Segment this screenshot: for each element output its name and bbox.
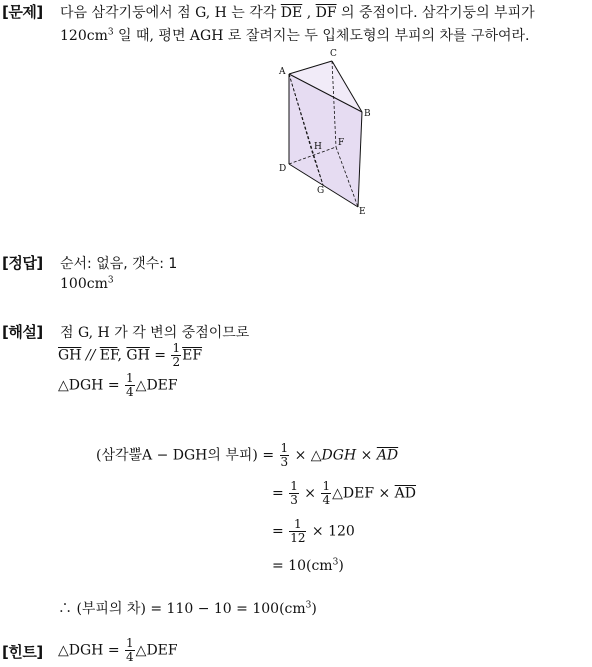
hint-area-dgh: △DGH = xyxy=(58,642,120,659)
problem-label: [문제] xyxy=(2,3,43,21)
answer-exponent: 3 xyxy=(107,275,114,286)
problem-question: 일 때, 평면 AGH 로 잘려지는 두 입체도형의 부피의 차를 구하여라. xyxy=(118,28,530,44)
point-a-label: A xyxy=(279,67,286,77)
pyramid-volume-lhs: (삼각뿔A − DGH의 부피) = xyxy=(96,447,275,464)
problem-line-1 xyxy=(60,2,535,22)
volume-value: 120cm xyxy=(60,28,108,44)
equals: = xyxy=(154,347,167,364)
point-d-label: D xyxy=(279,164,287,174)
problem-text-end: 의 중점이다. 삼각기둥의 부피가 xyxy=(341,5,535,21)
conclusion-exponent: 3 xyxy=(305,600,312,611)
comma: , xyxy=(306,5,312,21)
solution-line-2 xyxy=(58,342,202,369)
segment-ef-text-2: $\overline{EF}$ xyxy=(182,347,203,364)
fraction-half: $\frac{1}{2}$ xyxy=(172,341,181,369)
segment-ef-text: $\overline{EF}$ xyxy=(99,347,118,364)
parallel-symbol: // xyxy=(85,347,96,364)
equation-rhs: × △DGH × xyxy=(294,447,373,464)
point-f-label: F xyxy=(338,138,345,148)
result-close: ) xyxy=(338,558,344,574)
segment-de: $\overline{DE}$ xyxy=(280,5,303,21)
point-h-label: H xyxy=(314,142,322,152)
answer-number: 100cm xyxy=(60,276,108,292)
equation-line-4 xyxy=(272,558,344,574)
volume-exponent: 3 xyxy=(107,27,114,38)
point-e-label: E xyxy=(359,207,366,217)
times-120: × 120 xyxy=(311,523,355,540)
problem-text: 다음 삼각기둥에서 점 G, H 는 각각 xyxy=(60,5,277,21)
segment-df: $\overline{DF}$ xyxy=(315,5,337,21)
conclusion-close: ) xyxy=(311,601,317,617)
fraction-third-2: $\frac{1}{3}$ xyxy=(290,479,298,507)
fraction-quarter-2: $\frac{1}{4}$ xyxy=(322,479,331,507)
equation-line-2 xyxy=(272,480,416,507)
hint-fraction-quarter: $\frac{1}{4}$ xyxy=(126,636,134,664)
comma-2: , xyxy=(117,347,122,364)
point-c-label: C xyxy=(330,49,337,59)
times: × xyxy=(304,485,317,502)
equals-2: = xyxy=(272,485,284,502)
conclusion-text: ∴ (부피의 차) = 110 − 10 = 100(cm xyxy=(58,601,306,617)
prism-figure xyxy=(270,42,380,217)
fraction-twelfth: $\frac{1}{12}$ xyxy=(290,517,306,545)
segment-gh-text-2: $\overline{GH}$ xyxy=(126,347,150,364)
answer-label: [정답] xyxy=(2,254,43,272)
equation-line-3 xyxy=(272,518,355,545)
hint-label: [힌트] xyxy=(2,643,43,661)
hint-area-def: △DEF xyxy=(135,642,178,659)
result-exponent: 3 xyxy=(332,557,339,568)
conclusion-line xyxy=(58,598,317,618)
area-def: △DEF xyxy=(135,377,178,394)
answer-meta: 순서: 없음, 갯수: 1 xyxy=(60,256,178,272)
solution-line-1: 점 G, H 가 각 변의 중점이므로 xyxy=(60,325,250,341)
segment-ad-2: $\overline{AD}$ xyxy=(394,485,417,502)
equals-3: = xyxy=(272,523,284,540)
segment-gh-text: $\overline{GH}$ xyxy=(58,347,82,364)
segment-ad: $\overline{AD}$ xyxy=(376,447,399,464)
solution-label: [해설] xyxy=(2,323,43,341)
area-def-2: △DEF × xyxy=(332,485,391,502)
point-g-label: G xyxy=(317,186,325,196)
fraction-third: $\frac{1}{3}$ xyxy=(280,441,289,469)
area-dgh: △DGH = xyxy=(58,377,120,394)
equation-line-1 xyxy=(96,442,398,469)
hint-line xyxy=(58,637,178,664)
point-b-label: B xyxy=(364,109,371,119)
answer-value xyxy=(60,276,114,292)
solution-line-3 xyxy=(58,372,178,399)
result-value: = 10(cm xyxy=(272,558,333,574)
fraction-quarter: $\frac{1}{4}$ xyxy=(126,371,134,399)
